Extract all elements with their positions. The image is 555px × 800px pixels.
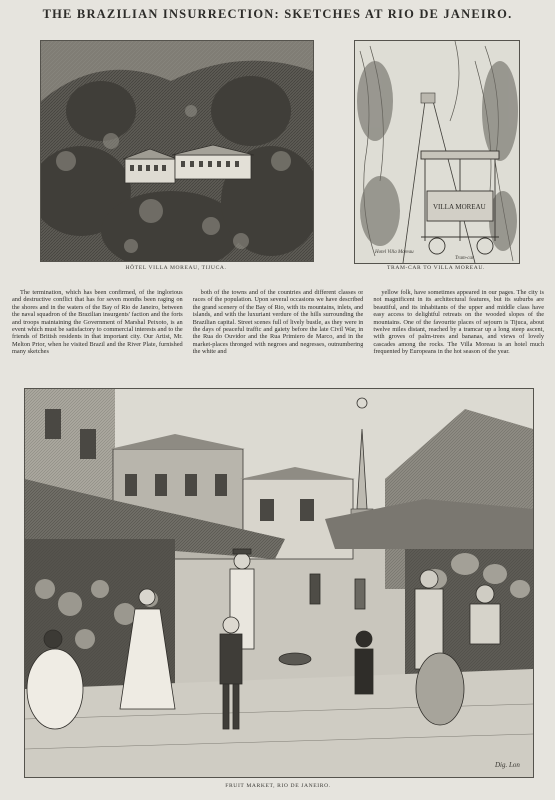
article-column-2: both of the towns and of the countries and different classes or races of the population. Upon several occasions we have described the grand scenery of the Bay of Rio, with its mountains, inlets, and islands, and with the luxuriant verdure of the hills surrounding the Brazilian capital. Street scenes full of lively bustle, as they were in the days of peaceful traffic and gaiety before the late Civil War, in the Rua do Ouvidor and the Rua Primiero de Marco, and in the market-places thronged with negroes and negresses, outnumbering the white and xyxy=(192,289,364,356)
article-column-1: The termination, which has been confirmed, of the inglorious and destructive conflict that has for seven months been raging on the shores and in the waters of the Bay of Rio de Janeiro, between the naval squadron of the Brazilian insurgents' faction and the forts and troops maintaining the Government of Marshal Peixoto, is an event which must be satisfactory to commercial interests and to the friends of British residents in that important city. Our Artist, Mr. Melton Prior, when he visited Brazil and the River Plate, furnished many sketches xyxy=(12,289,183,356)
article-column-3: yellow folk, have sometimes appeared in our pages. The city is not magnificent in its architectural features, but its suburbs are beautiful, and its inhabitants of the upper and middle class have easy access to delightful retreats on the wooded slopes of the mountains. One of the favourite places of sejourn is Tijuca, about twelve miles distant, reached by a tramcar up a long steep ascent, with groves of palm-trees and bananas, and views of lovely cascades among the rocks. The Villa Moreau is an hotel much frequented by Europeans in the hot season of the year. xyxy=(373,289,545,356)
tram-sketch-note-car: Tram-car xyxy=(455,256,474,261)
tram-car-engraving xyxy=(354,40,520,264)
fruit-market-caption: FRUIT MARKET, RIO DE JANEIRO. xyxy=(225,783,331,789)
tram-sign: VILLA MOREAU xyxy=(433,203,486,211)
tram-caption: TRAM-CAR TO VILLA MOREAU. xyxy=(387,265,485,271)
hotel-villa-moreau-engraving xyxy=(40,40,314,262)
hotel-caption: HÔTEL VILLA MOREAU, TIJUCA. xyxy=(125,265,227,271)
tram-sketch-note-hotel: Hotel Villa Moreau xyxy=(375,250,414,255)
engraver-signature: Dig. Lon xyxy=(495,761,520,769)
page-title: THE BRAZILIAN INSURRECTION: SKETCHES AT RIO DE JANEIRO. xyxy=(42,7,513,21)
fruit-market-engraving xyxy=(24,388,534,778)
article-text xyxy=(12,289,544,369)
